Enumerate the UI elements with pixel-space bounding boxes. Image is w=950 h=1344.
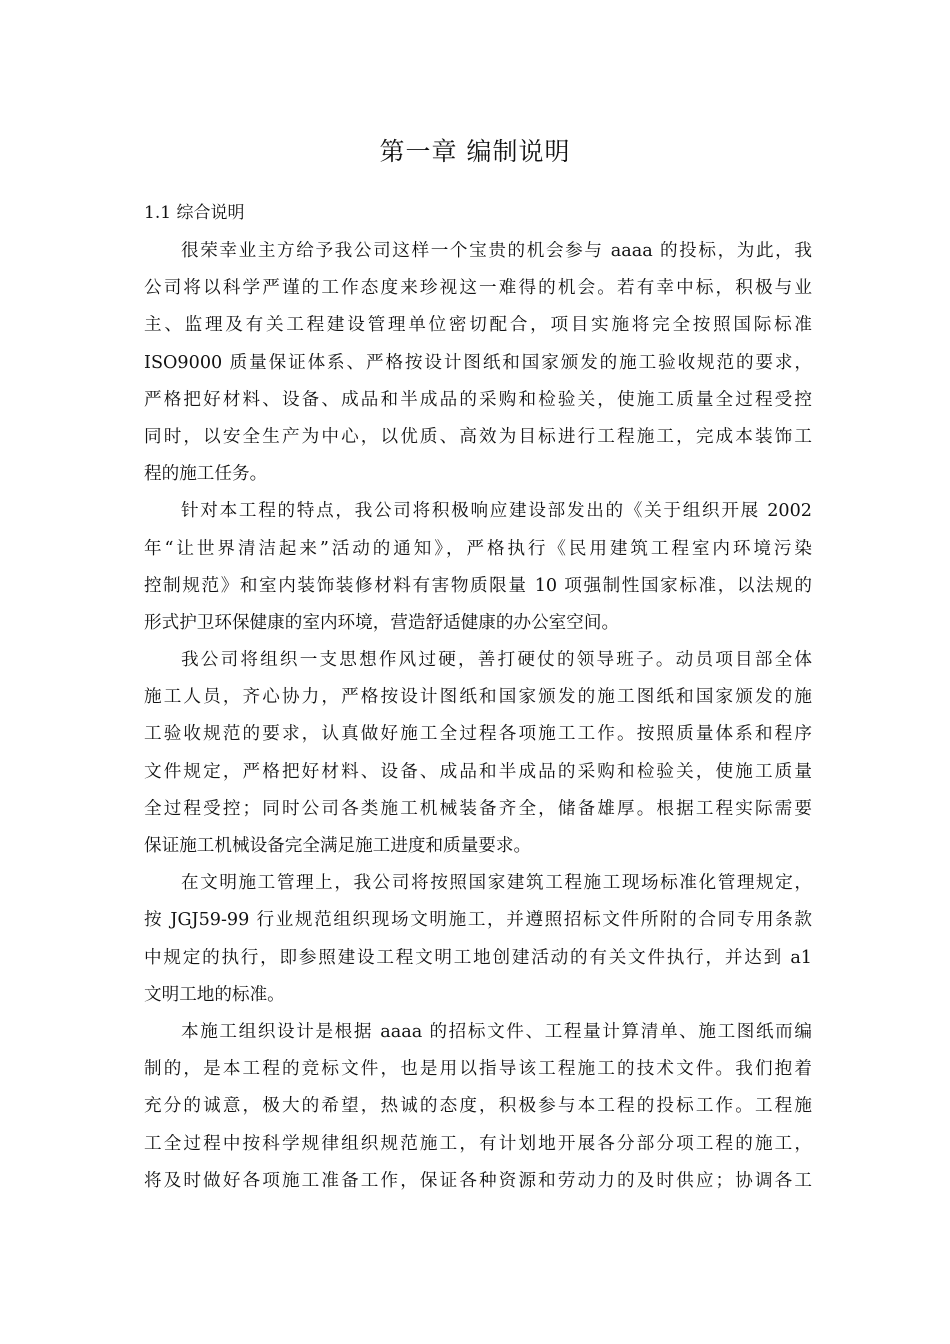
paragraph-line: 文件规定，严格把好材料、设备、成品和半成品的采购和检验关，使施工质量 <box>144 761 812 782</box>
paragraph-line: 针对本工程的特点，我公司将积极响应建设部发出的《关于组织开展 2002 <box>181 501 812 522</box>
paragraph-line: 工验收规范的要求，认真做好施工全过程各项施工工作。按照质量体系和程序 <box>144 724 812 745</box>
paragraph-line: 全过程受控；同时公司各类施工机械装备齐全，储备雄厚。根据工程实际需要 <box>144 798 812 819</box>
paragraph-line: 将及时做好各项施工准备工作，保证各种资源和劳动力的及时供应；协调各工 <box>144 1170 812 1191</box>
paragraph-line: 形式护卫环保健康的室内环境，营造舒适健康的办公室空间。 <box>144 612 620 633</box>
paragraph-line: 年“让世界清洁起来”活动的通知》，严格执行《民用建筑工程室内环境污染 <box>144 538 812 559</box>
paragraph-line: 工全过程中按科学规律组织规范施工，有计划地开展各分部分项工程的施工， <box>144 1133 812 1154</box>
paragraph-line: ISO9000 质量保证体系、严格按设计图纸和国家颁发的施工验收规范的要求， <box>144 352 812 373</box>
document-body <box>144 233 812 1200</box>
body-paragraph <box>144 493 812 642</box>
paragraph-line: 中规定的执行，即参照建设工程文明工地创建活动的有关文件执行，并达到 a1 <box>144 947 812 968</box>
paragraph-line: 按 JGJ59-99 行业规范组织现场文明施工，并遵照招标文件所附的合同专用条款 <box>144 910 812 931</box>
paragraph-line: 很荣幸业主方给予我公司这样一个宝贵的机会参与 aaaa 的投标，为此，我 <box>181 241 812 261</box>
paragraph-line: 公司将以科学严谨的工作态度来珍视这一难得的机会。若有幸中标，积极与业 <box>144 278 812 299</box>
section-heading: 1.1 综合说明 <box>144 203 245 223</box>
paragraph-line: 严格把好材料、设备、成品和半成品的采购和检验关，使施工质量全过程受控 <box>144 389 812 410</box>
paragraph-line: 施工人员，齐心协力，严格按设计图纸和国家颁发的施工图纸和国家颁发的施 <box>144 687 812 708</box>
body-paragraph <box>144 642 812 865</box>
paragraph-line: 在文明施工管理上，我公司将按照国家建筑工程施工现场标准化管理规定， <box>181 873 812 894</box>
paragraph-line: 保证施工机械设备完全满足施工进度和质量要求。 <box>144 836 532 856</box>
paragraph-line: 控制规范》和室内装饰装修材料有害物质限量 10 项强制性国家标准，以法规的 <box>144 575 812 596</box>
paragraph-line: 我公司将组织一支思想作风过硬，善打硬仗的领导班子。动员项目部全体 <box>181 650 812 671</box>
paragraph-line: 充分的诚意，极大的希望，热诚的态度，积极参与本工程的投标工作。工程施 <box>144 1096 812 1117</box>
paragraph-line: 文明工地的标准。 <box>144 984 285 1005</box>
chapter-title: 第一章 编制说明 <box>379 137 571 166</box>
paragraph-line: 本施工组织设计是根据 aaaa 的招标文件、工程量计算清单、施工图纸而编 <box>181 1021 812 1042</box>
paragraph-line: 主、监理及有关工程建设管理单位密切配合，项目实施将完全按照国际标准 <box>144 315 812 336</box>
paragraph-line: 程的施工任务。 <box>144 464 268 485</box>
body-paragraph <box>144 865 812 1014</box>
body-paragraph <box>144 233 812 493</box>
paragraph-line: 制的，是本工程的竞标文件，也是用以指导该工程施工的技术文件。我们抱着 <box>144 1059 812 1080</box>
body-paragraph <box>144 1014 812 1200</box>
paragraph-line: 同时，以安全生产为中心，以优质、高效为目标进行工程施工，完成本装饰工 <box>144 426 812 447</box>
